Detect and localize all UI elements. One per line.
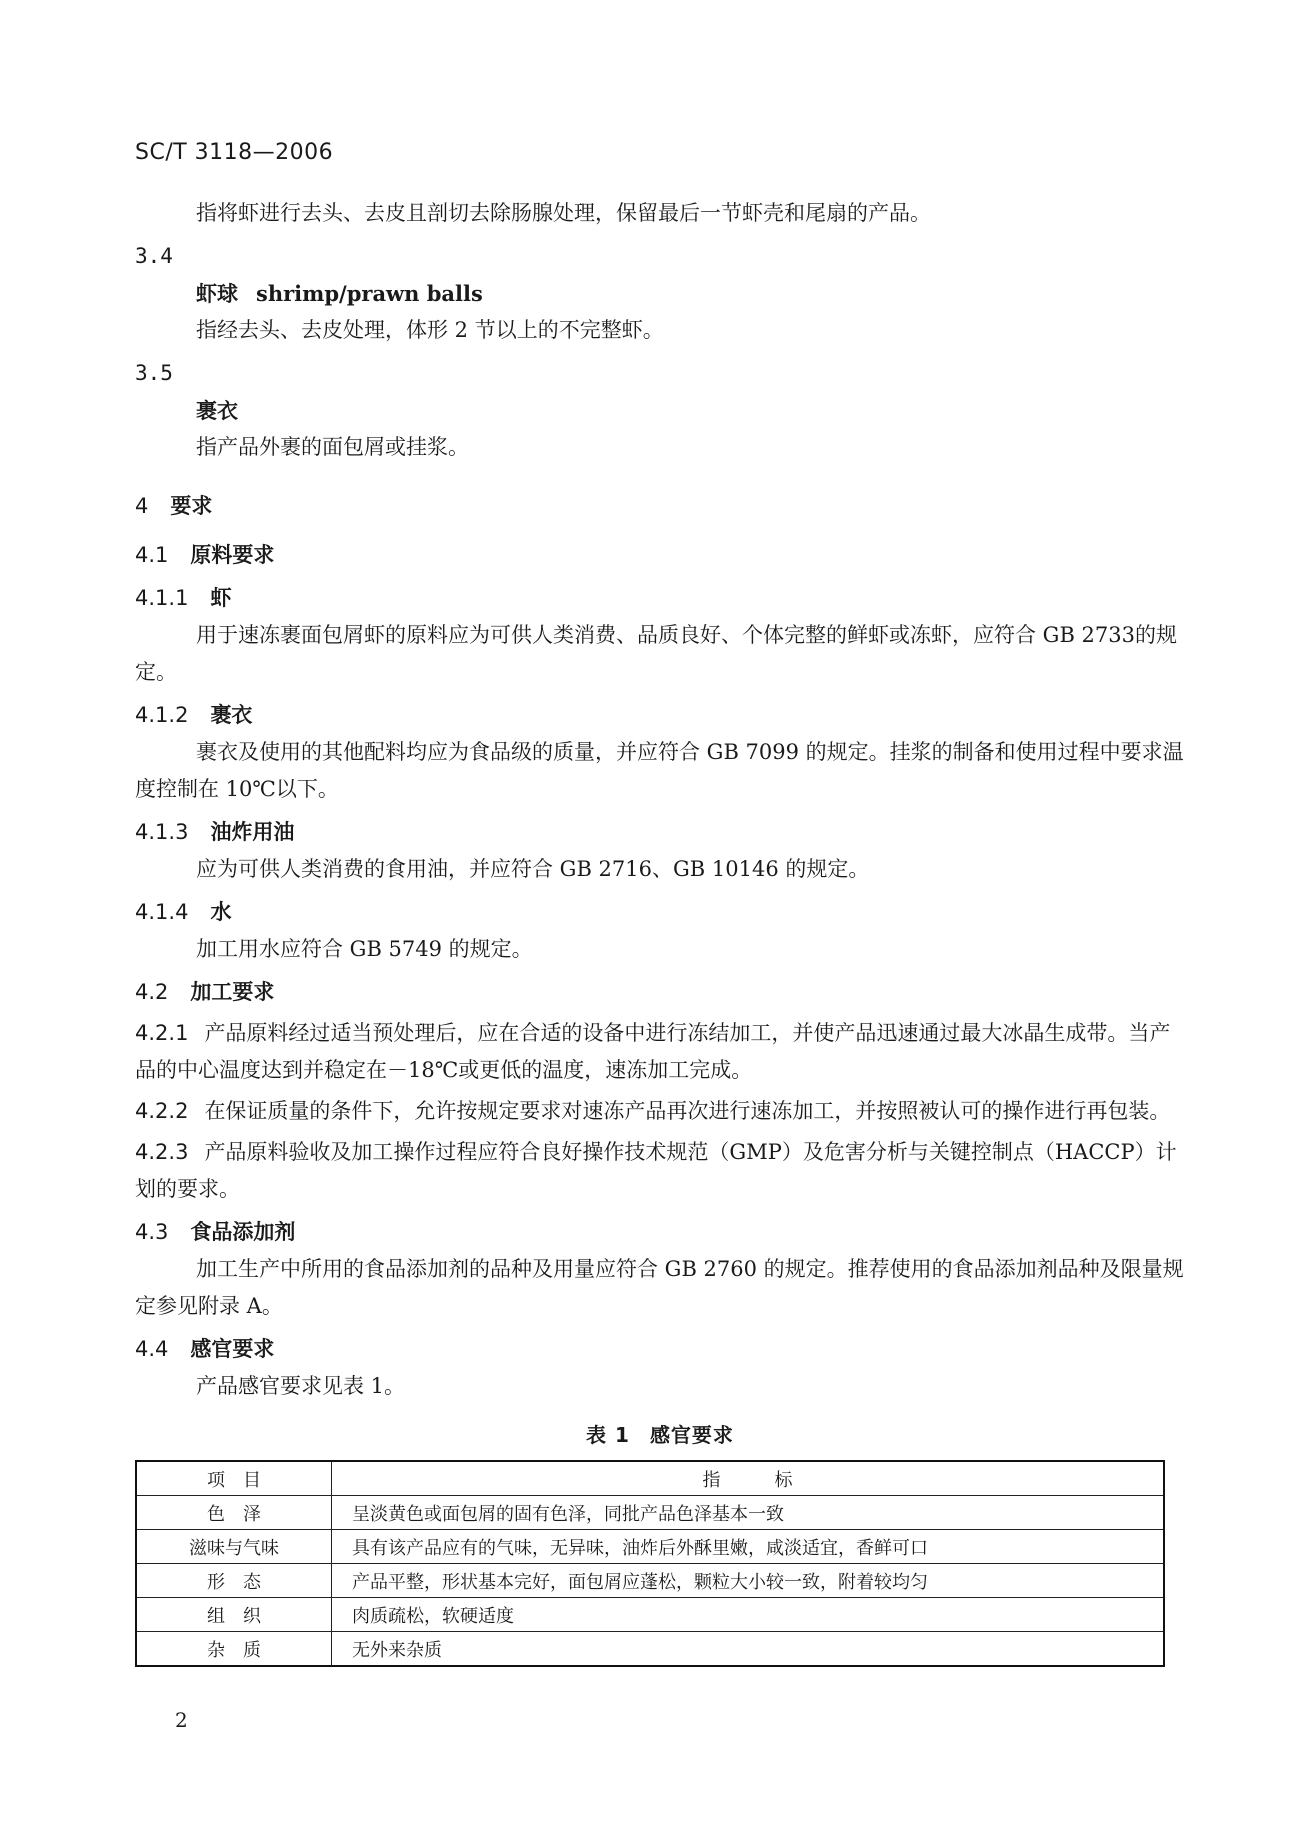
table-row [136, 1598, 1164, 1632]
definition-3-4: 指经去头、去皮处理，体形 2 节以上的不完整虾。 [196, 318, 664, 342]
table-cell-indicator: 肉质疏松，软硬适度 [332, 1598, 1165, 1632]
table-header-item: 项 目 [136, 1461, 332, 1496]
section-4-1-1-text: 用于速冻裹面包屑虾的原料应为可供人类消费、品质良好、个体完整的鲜虾或冻虾，应符合 GB 2733的规定。 [135, 623, 1177, 684]
section-4-1-number: 4.1 [135, 543, 169, 567]
table-cell-item: 色 泽 [136, 1496, 332, 1530]
table-cell-indicator: 呈淡黄色或面包屑的固有色泽，同批产品色泽基本一致 [332, 1496, 1165, 1530]
section-4-heading [135, 488, 1185, 525]
section-4-4-text: 产品感官要求见表 1。 [196, 1374, 406, 1398]
term-3-5: 裹衣 [196, 398, 238, 423]
section-4-1-4-title: 水 [210, 900, 232, 924]
table-1-caption-number: 表 1 [586, 1423, 630, 1447]
term-3-4-english: shrimp/prawn balls [256, 281, 483, 306]
section-4-1-1-heading [135, 580, 1185, 617]
section-4-2-1-text: 产品原料经过适当预处理后，应在合适的设备中进行冻结加工，并使产品迅速通过最大冰晶生成带。当产品的中心温度达到并稳定在－18℃或更低的温度，速冻加工完成。 [135, 1021, 1171, 1082]
section-4-1-2-title: 裹衣 [210, 703, 253, 727]
table-header-indicator: 指 标 [332, 1461, 1165, 1496]
table-cell-indicator: 产品平整，形状基本完好，面包屑应蓬松，颗粒大小较一致，附着较均匀 [332, 1564, 1165, 1598]
section-4-2-2-number: 4.2.2 [135, 1099, 189, 1123]
clause-3-5: 3.5 [135, 361, 173, 385]
sensory-requirements-table [135, 1460, 1165, 1667]
table-cell-indicator: 具有该产品应有的气味，无异味，油炸后外酥里嫩，咸淡适宜，香鲜可口 [332, 1530, 1165, 1564]
section-4-3-number: 4.3 [135, 1220, 169, 1244]
section-4-4-number: 4.4 [135, 1337, 169, 1361]
definition-3-3: 指将虾进行去头、去皮且剖切去除肠腺处理，保留最后一节虾壳和尾扇的产品。 [196, 201, 931, 225]
section-4-1-3-heading [135, 814, 1185, 851]
section-4-2-2 [135, 1093, 1185, 1130]
section-4-2-1 [135, 1015, 1185, 1089]
table-cell-item: 形 态 [136, 1564, 332, 1598]
section-4-3-heading [135, 1214, 1185, 1251]
table-cell-item: 滋味与气味 [136, 1530, 332, 1564]
section-4-2-3-number: 4.2.3 [135, 1140, 189, 1164]
table-row [136, 1632, 1164, 1667]
section-4-4-heading [135, 1331, 1185, 1368]
section-4-3-title: 食品添加剂 [190, 1220, 296, 1244]
section-4-2-3-text: 产品原料验收及加工操作过程应符合良好操作技术规范（GMP）及危害分析与关键控制点（HACCP）计划的要求。 [135, 1140, 1177, 1201]
section-4-1-2-number: 4.1.2 [135, 703, 189, 727]
section-4-2-2-text: 在保证质量的条件下，允许按规定要求对速冻产品再次进行速冻加工，并按照被认可的操作进行再包装。 [204, 1099, 1171, 1123]
section-4-1-4-text: 加工用水应符合 GB 5749 的规定。 [196, 937, 533, 961]
page-number: 2 [175, 1708, 188, 1732]
section-4-2-1-number: 4.2.1 [135, 1021, 189, 1045]
table-row [136, 1496, 1164, 1530]
section-4-3-text: 加工生产中所用的食品添加剂的品种及用量应符合 GB 2760 的规定。推荐使用的食品添加剂品种及限量规定参见附录 A。 [135, 1257, 1184, 1318]
section-4-title: 要求 [170, 494, 213, 518]
section-4-1-2-heading [135, 697, 1185, 734]
section-4-2-heading [135, 974, 1185, 1011]
section-4-2-3 [135, 1134, 1185, 1208]
term-3-4 [135, 275, 1185, 312]
section-4-1-3-title: 油炸用油 [210, 820, 295, 844]
section-4-2-title: 加工要求 [190, 980, 275, 1004]
standard-code: SC/T 3118—2006 [135, 140, 334, 165]
clause-3-4: 3.4 [135, 244, 173, 268]
section-4-number: 4 [135, 494, 149, 518]
section-4-1-4-number: 4.1.4 [135, 900, 189, 924]
definition-3-5: 指产品外裹的面包屑或挂浆。 [196, 435, 469, 459]
page-content [135, 200, 1185, 1667]
section-4-1-1-number: 4.1.1 [135, 586, 189, 610]
table-row [136, 1564, 1164, 1598]
section-4-2-number: 4.2 [135, 980, 169, 1004]
section-4-1-heading [135, 537, 1185, 574]
table-cell-indicator: 无外来杂质 [332, 1632, 1165, 1667]
table-1-caption [135, 1419, 1185, 1448]
table-header-row [136, 1461, 1164, 1496]
table-1-caption-title: 感官要求 [649, 1423, 734, 1447]
section-4-4-title: 感官要求 [190, 1337, 275, 1361]
section-4-1-3-number: 4.1.3 [135, 820, 189, 844]
section-4-1-title: 原料要求 [190, 543, 275, 567]
section-4-1-1-title: 虾 [210, 586, 232, 610]
table-cell-item: 组 织 [136, 1598, 332, 1632]
section-4-1-2-text: 裹衣及使用的其他配料均应为食品级的质量，并应符合 GB 7099 的规定。挂浆的制备和使用过程中要求温度控制在 10℃以下。 [135, 740, 1184, 801]
section-4-1-4-heading [135, 894, 1185, 931]
term-3-4-chinese: 虾球 [196, 281, 238, 306]
section-4-1-3-text: 应为可供人类消费的食用油，并应符合 GB 2716、GB 10146 的规定。 [196, 857, 870, 881]
table-cell-item: 杂 质 [136, 1632, 332, 1667]
table-row [136, 1530, 1164, 1564]
